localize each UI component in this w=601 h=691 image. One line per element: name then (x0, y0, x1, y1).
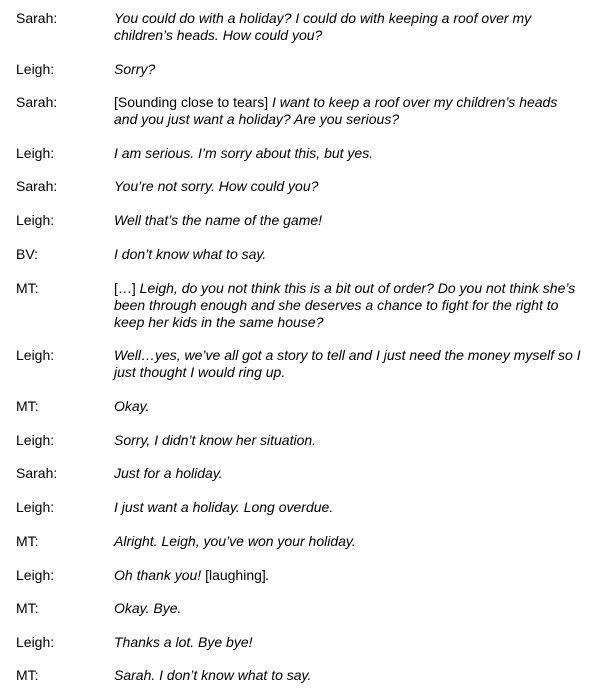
utterance-text: Sorry? (114, 61, 156, 77)
speaker-label: Sarah: (16, 10, 58, 26)
utterance-text: I just want a holiday. Long overdue. (114, 499, 334, 515)
speaker-label: Leigh: (16, 432, 55, 448)
speaker-label: MT: (16, 600, 39, 616)
utterance-text: Well…yes, we’ve all got a story to tell and I just need the money myself so I just thought I would ring up. (114, 347, 581, 380)
speaker-label: MT: (16, 398, 39, 414)
utterance (114, 178, 584, 195)
utterance-text: You’re not sorry. How could you? (114, 178, 319, 194)
utterance-text: Sarah. I don’t know what to say. (114, 667, 312, 683)
speaker-label: Leigh: (16, 347, 55, 363)
utterance (114, 145, 584, 162)
utterance-text: Just for a holiday. (114, 465, 223, 481)
utterance-text: You could do with a holiday? I could do with keeping a roof over my children’s heads. How could you? (114, 10, 532, 43)
utterance (114, 347, 584, 381)
speaker-label: Leigh: (16, 61, 55, 77)
utterance-text: Okay. (114, 398, 150, 414)
speaker-label: MT: (16, 533, 39, 549)
utterance-text: I am serious. I’m sorry about this, but yes. (114, 145, 374, 161)
utterance-text: Leigh, do you not think this is a bit out of order? Do you not think she’s been through enough and she deserves a chance to fight for the right to keep her kids in the same house? (114, 280, 576, 330)
utterance-text: I don’t know what to say. (114, 246, 267, 262)
utterance (114, 634, 584, 651)
utterance (114, 94, 584, 128)
stage-direction: [Sounding close to tears] (114, 94, 272, 110)
utterance-text: Thanks a lot. Bye bye! (114, 634, 253, 650)
utterance (114, 667, 584, 684)
speaker-label: Leigh: (16, 499, 55, 515)
speaker-label: Leigh: (16, 567, 55, 583)
utterance (114, 10, 584, 44)
speaker-label: MT: (16, 280, 39, 296)
speaker-label: BV: (16, 246, 39, 262)
utterance (114, 246, 584, 263)
speaker-label: MT: (16, 667, 39, 683)
utterance (114, 533, 584, 550)
utterance-text: Oh thank you! (114, 567, 206, 583)
utterance (114, 280, 584, 331)
utterance (114, 600, 584, 617)
speaker-label: Leigh: (16, 212, 55, 228)
utterance (114, 465, 584, 482)
utterance (114, 567, 584, 584)
utterance-text: Well that’s the name of the game! (114, 212, 323, 228)
speaker-label: Leigh: (16, 634, 55, 650)
utterance (114, 499, 584, 516)
utterance-text: . (265, 567, 270, 583)
stage-direction: […] (114, 280, 140, 296)
speaker-label: Sarah: (16, 465, 58, 481)
utterance (114, 212, 584, 229)
utterance-text: Sorry, I didn’t know her situation. (114, 432, 317, 448)
utterance-text: Okay. Bye. (114, 600, 182, 616)
utterance (114, 432, 584, 449)
stage-direction: [laughing] (205, 567, 266, 583)
utterance-text: Alright. Leigh, you’ve won your holiday. (114, 533, 356, 549)
speaker-label: Sarah: (16, 94, 58, 110)
speaker-label: Leigh: (16, 145, 55, 161)
utterance (114, 398, 584, 415)
speaker-label: Sarah: (16, 178, 58, 194)
utterance-text: I want to keep a roof over my children’s heads and you just want a holiday? Are you serious? (114, 94, 558, 127)
utterance (114, 61, 584, 78)
